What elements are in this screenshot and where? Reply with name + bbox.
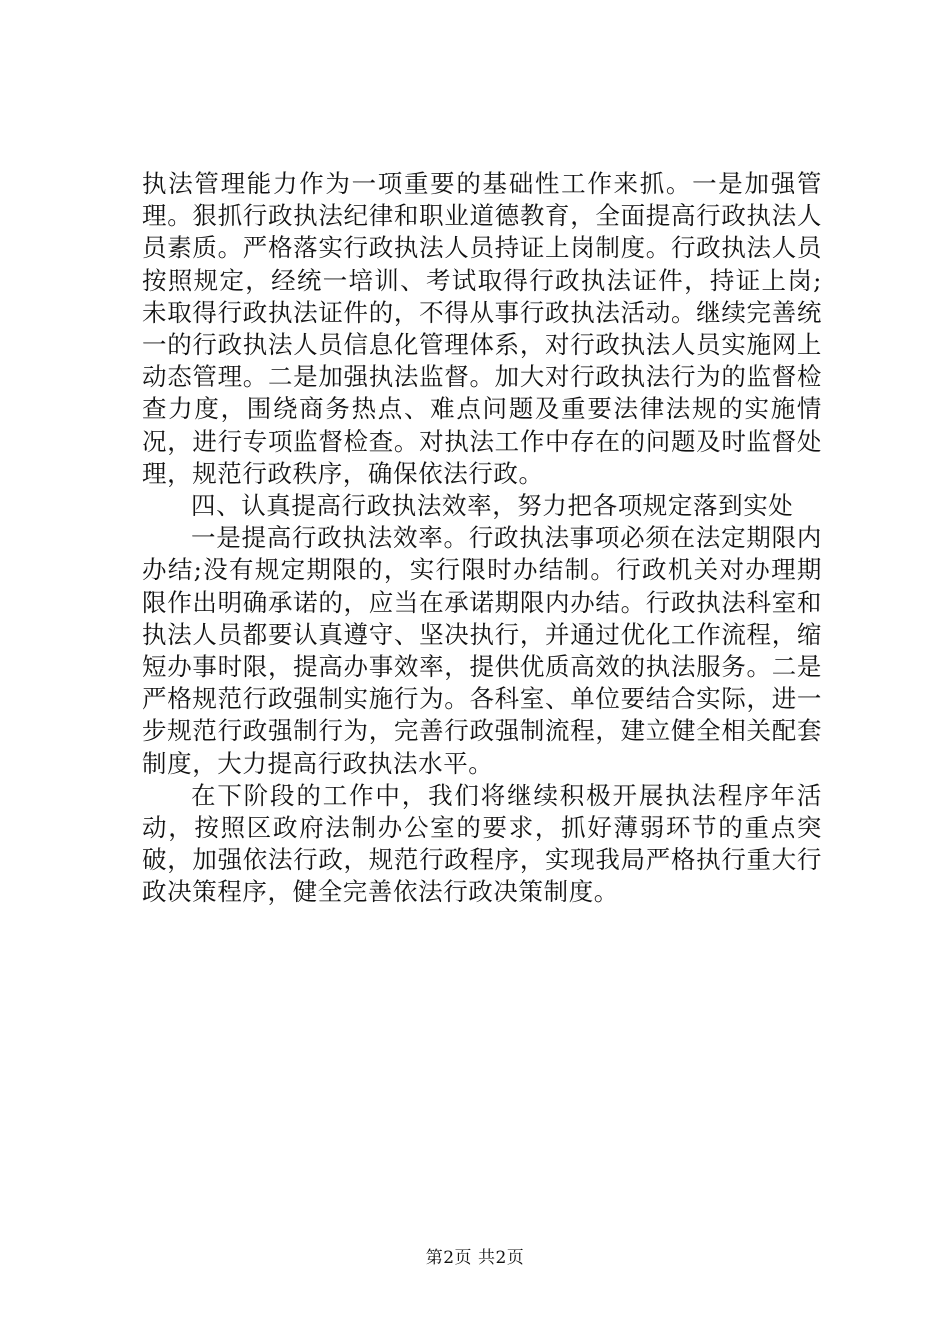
document-body: [142, 168, 822, 909]
paragraph-continuation: 执法管理能力作为一项重要的基础性工作来抓。一是加强管理。狠抓行政执法纪律和职业道德教育，全面提高行政执法人员素质。严格落实行政执法人员持证上岗制度。行政执法人员按照规定，经统一培训、考试取得行政执法证件，持证上岗;未取得行政执法证件的，不得从事行政执法活动。继续完善统一的行政执法人员信息化管理体系，对行政执法人员实施网上动态管理。二是加强执法监督。加大对行政执法行为的监督检查力度，围绕商务热点、难点问题及重要法律法规的实施情况，进行专项监督检查。对执法工作中存在的问题及时监督处理，规范行政秩序，确保依法行政。: [142, 169, 822, 488]
section-heading: 四、认真提高行政执法效率，努力把各项规定落到实处: [191, 491, 794, 521]
page-number-footer: 第2页 共2页: [425, 1248, 525, 1268]
paragraph-efficiency: 一是提高行政执法效率。行政执法事项必须在法定期限内办结;没有规定期限的，实行限时办结制。行政机关对办理期限作出明确承诺的，应当在承诺期限内办结。行政执法科室和执法人员都要认真遵守、坚决执行，并通过优化工作流程，缩短办事时限，提高办事效率，提供优质高效的执法服务。二是严格规范行政强制实施行为。各科室、单位要结合实际，进一步规范行政强制行为，完善行政强制流程，建立健全相关配套制度，大力提高行政执法水平。: [142, 523, 822, 778]
paragraph-conclusion: 在下阶段的工作中，我们将继续积极开展执法程序年活动，按照区政府法制办公室的要求，抓好薄弱环节的重点突破，加强依法行政，规范行政程序，实现我局严格执行重大行政决策程序，健全完善依法行政决策制度。: [142, 780, 822, 907]
